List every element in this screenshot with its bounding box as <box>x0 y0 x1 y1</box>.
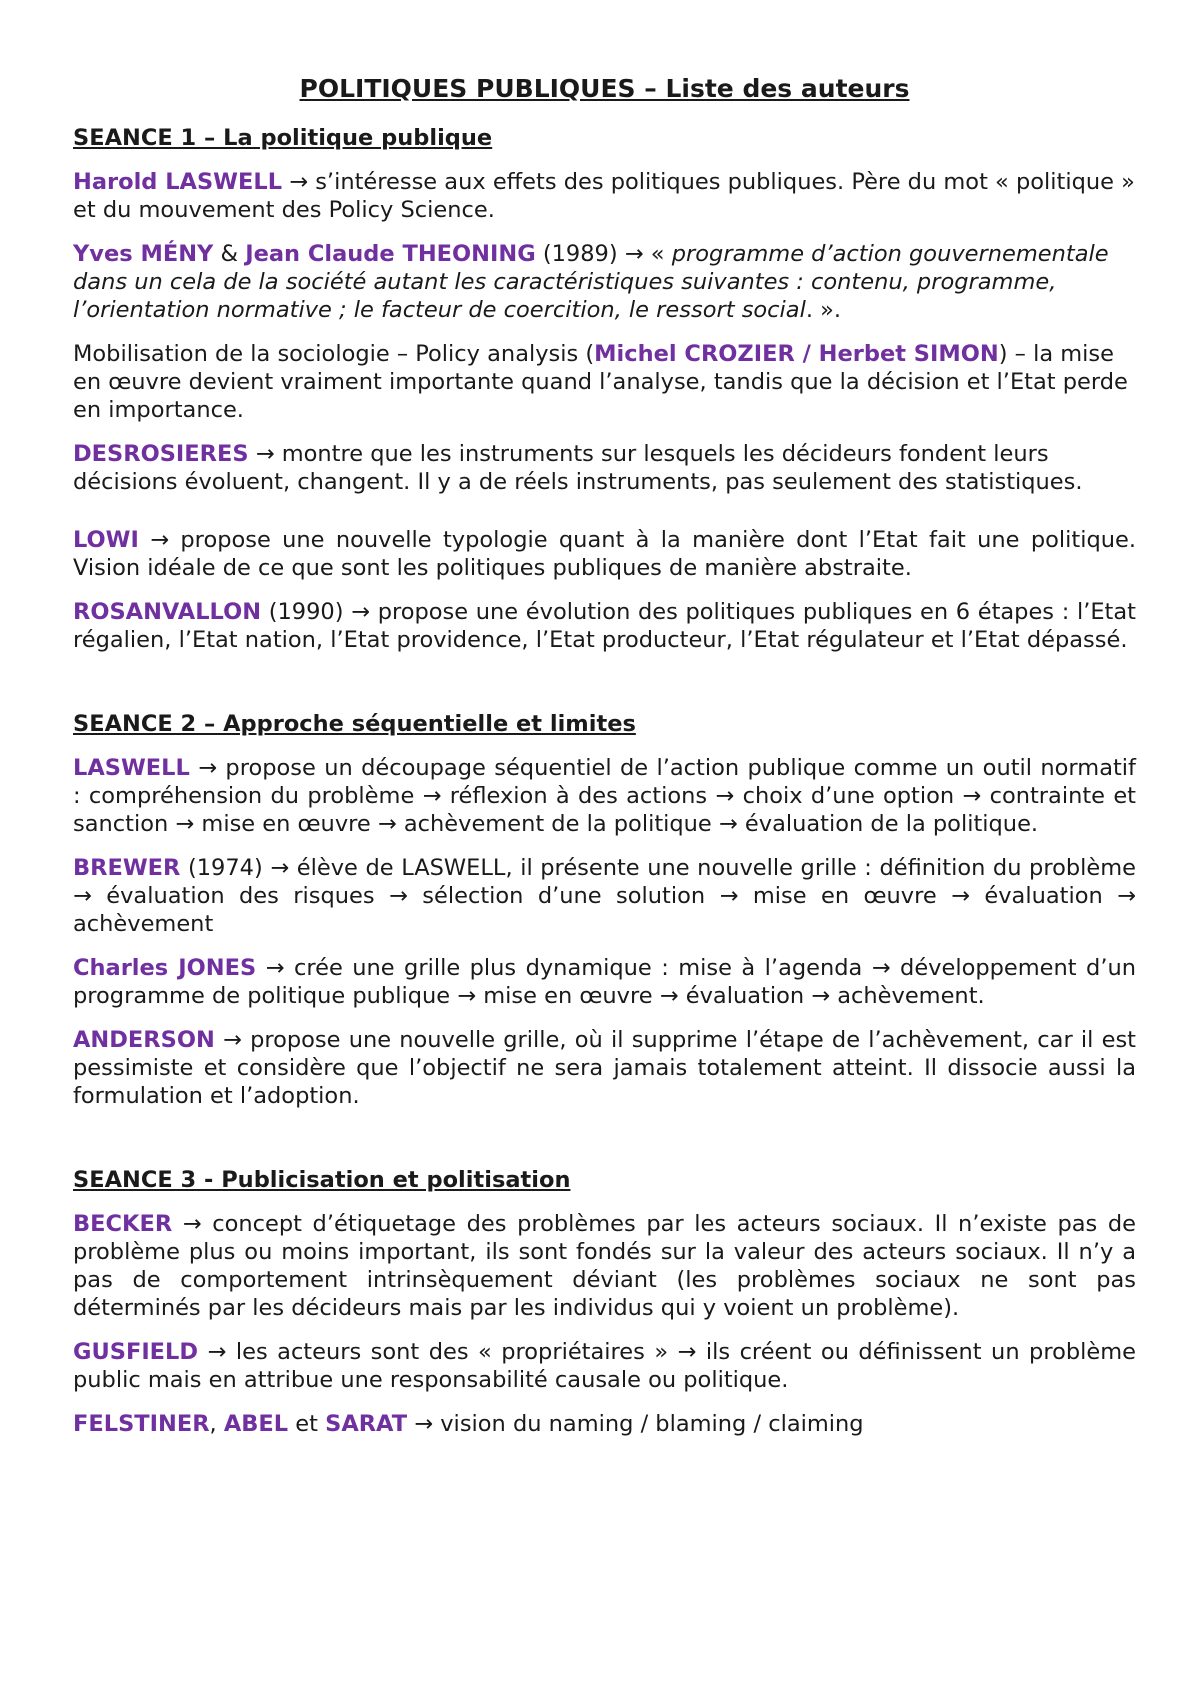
arrow-icon: → <box>198 755 218 781</box>
entry-year: (1974) <box>180 855 271 881</box>
author-name: ROSANVALLON <box>73 599 262 625</box>
spacer <box>73 512 1136 526</box>
spacer <box>73 670 1136 710</box>
arrow-icon: → <box>150 527 170 553</box>
entry-mobilisation-sociologie <box>73 340 1136 424</box>
author-name: FELSTINER <box>73 1411 210 1437</box>
entry-text: crée une grille plus dynamique : mise à l’agenda → développement d’un programme de politique publique → mise en œuvre → évaluation → achèvement. <box>73 955 1137 1009</box>
entry-desrosieres <box>73 440 1136 496</box>
entry-lowi <box>73 526 1136 582</box>
author-name: Charles JONES <box>73 955 257 981</box>
entry-text: & <box>213 241 246 267</box>
entry-text: , <box>209 1411 224 1437</box>
entry-felstiner-abel-sarat <box>73 1410 1136 1438</box>
section-heading-seance-3: SEANCE 3 - Publicisation et politisation <box>73 1167 571 1193</box>
spacer <box>73 1126 1136 1166</box>
entry-text: concept d’étiquetage des problèmes par les acteurs sociaux. Il n’existe pas de problème plus ou moins important, ils sont fondés sur la valeur des acteurs sociaux. Il n’y a pas de comportement intrinsèquement déviant (les problèmes sociaux ne sont pas déterminés par les décideurs mais par les individus qui y voient un problème). <box>73 1211 1136 1321</box>
author-name: ANDERSON <box>73 1027 215 1053</box>
section-heading-seance-2: SEANCE 2 – Approche séquentielle et limites <box>73 711 636 737</box>
author-name: Jean Claude THEONING <box>245 241 536 267</box>
arrow-icon: → <box>265 955 285 981</box>
author-name: BREWER <box>73 855 181 881</box>
author-name: LOWI <box>73 527 139 553</box>
entry-year: (1990) <box>261 599 352 625</box>
entry-brewer <box>73 854 1136 938</box>
arrow-icon: → <box>351 599 371 625</box>
entry-laswell-sequentiel <box>73 754 1136 838</box>
entry-gusfield <box>73 1338 1136 1394</box>
entry-text: s’intéresse aux effets des politiques publiques. Père du mot « politique » et du mouvement des Policy Science. <box>73 169 1135 223</box>
author-name: Yves MÉNY <box>73 241 214 267</box>
entry-text: propose un découpage séquentiel de l’action publique comme un outil normatif : compréhension du problème → réflexion à des actions → choix d’une option → contrainte et sanction → mise en œuvre → achèvement de la politique → évaluation de la politique. <box>73 755 1136 837</box>
entry-text: montre que les instruments sur lesquels les décideurs fondent leurs décisions évoluent, changent. Il y a de réels instruments, pas seulement des statistiques. <box>73 441 1083 495</box>
entry-harold-laswell <box>73 168 1136 224</box>
entry-text: « <box>643 241 672 267</box>
entry-becker <box>73 1210 1136 1322</box>
entry-text: ) – la mise en œuvre devient vraiment importante quand l’analyse, tandis que la décision et l’Etat perde en importance. <box>73 341 1128 423</box>
author-name: Michel CROZIER / Herbet SIMON <box>594 341 999 367</box>
entry-text: . ». <box>805 297 842 323</box>
arrow-icon: → <box>207 1339 227 1365</box>
entry-quote: programme d’action gouvernementale dans un cela de la société autant les caractéristiques suivantes : contenu, programme, l’orientation normative ; le facteur de coercition, le ressort social <box>73 241 1109 323</box>
entry-year: (1989) <box>535 241 625 267</box>
arrow-icon: → <box>289 169 309 195</box>
author-name: ABEL <box>223 1411 289 1437</box>
arrow-icon: → <box>223 1027 242 1053</box>
entry-text: vision du naming / blaming / claiming <box>433 1411 864 1437</box>
author-name: LASWELL <box>73 755 190 781</box>
entry-text: propose une évolution des politiques publiques en 6 étapes : l’Etat régalien, l’Etat nation, l’Etat providence, l’Etat producteur, l’Etat régulateur et l’Etat dépassé. <box>73 599 1136 653</box>
entry-text: Mobilisation de la sociologie – Policy analysis ( <box>73 341 595 367</box>
arrow-icon: → <box>255 441 275 467</box>
arrow-icon: → <box>414 1411 434 1437</box>
entry-text: les acteurs sont des « propriétaires » → ils créent ou définissent un problème public mais en attribue une responsabilité causale ou politique. <box>73 1339 1136 1393</box>
section-heading-seance-1: SEANCE 1 – La politique publique <box>73 125 493 151</box>
entry-meny-theoning <box>73 240 1136 324</box>
author-name: BECKER <box>73 1211 173 1237</box>
author-name: SARAT <box>325 1411 408 1437</box>
entry-anderson <box>73 1026 1136 1110</box>
author-name: GUSFIELD <box>73 1339 199 1365</box>
document-title: POLITIQUES PUBLIQUES – Liste des auteurs <box>299 74 910 103</box>
entry-charles-jones <box>73 954 1136 1010</box>
arrow-icon: → <box>624 241 644 267</box>
arrow-icon: → <box>182 1211 202 1237</box>
entry-text: et <box>288 1411 326 1437</box>
author-name: DESROSIERES <box>73 441 249 467</box>
entry-text: propose une nouvelle grille, où il supprime l’étape de l’achèvement, car il est pessimiste et considère que l’objectif ne sera jamais totalement atteint. Il dissocie aussi la formulation et l’adoption. <box>73 1027 1137 1109</box>
author-name: Harold LASWELL <box>73 169 283 195</box>
entry-text: élève de LASWELL, il présente une nouvelle grille : définition du problème → évaluation des risques → sélection d’une solution → mise en œuvre → évaluation → achèvement <box>73 855 1137 937</box>
entry-rosanvallon <box>73 598 1136 654</box>
entry-text: propose une nouvelle typologie quant à la manière dont l’Etat fait une politique. Vision idéale de ce que sont les politiques publiques de manière abstraite. <box>73 527 1136 581</box>
arrow-icon: → <box>270 855 290 881</box>
